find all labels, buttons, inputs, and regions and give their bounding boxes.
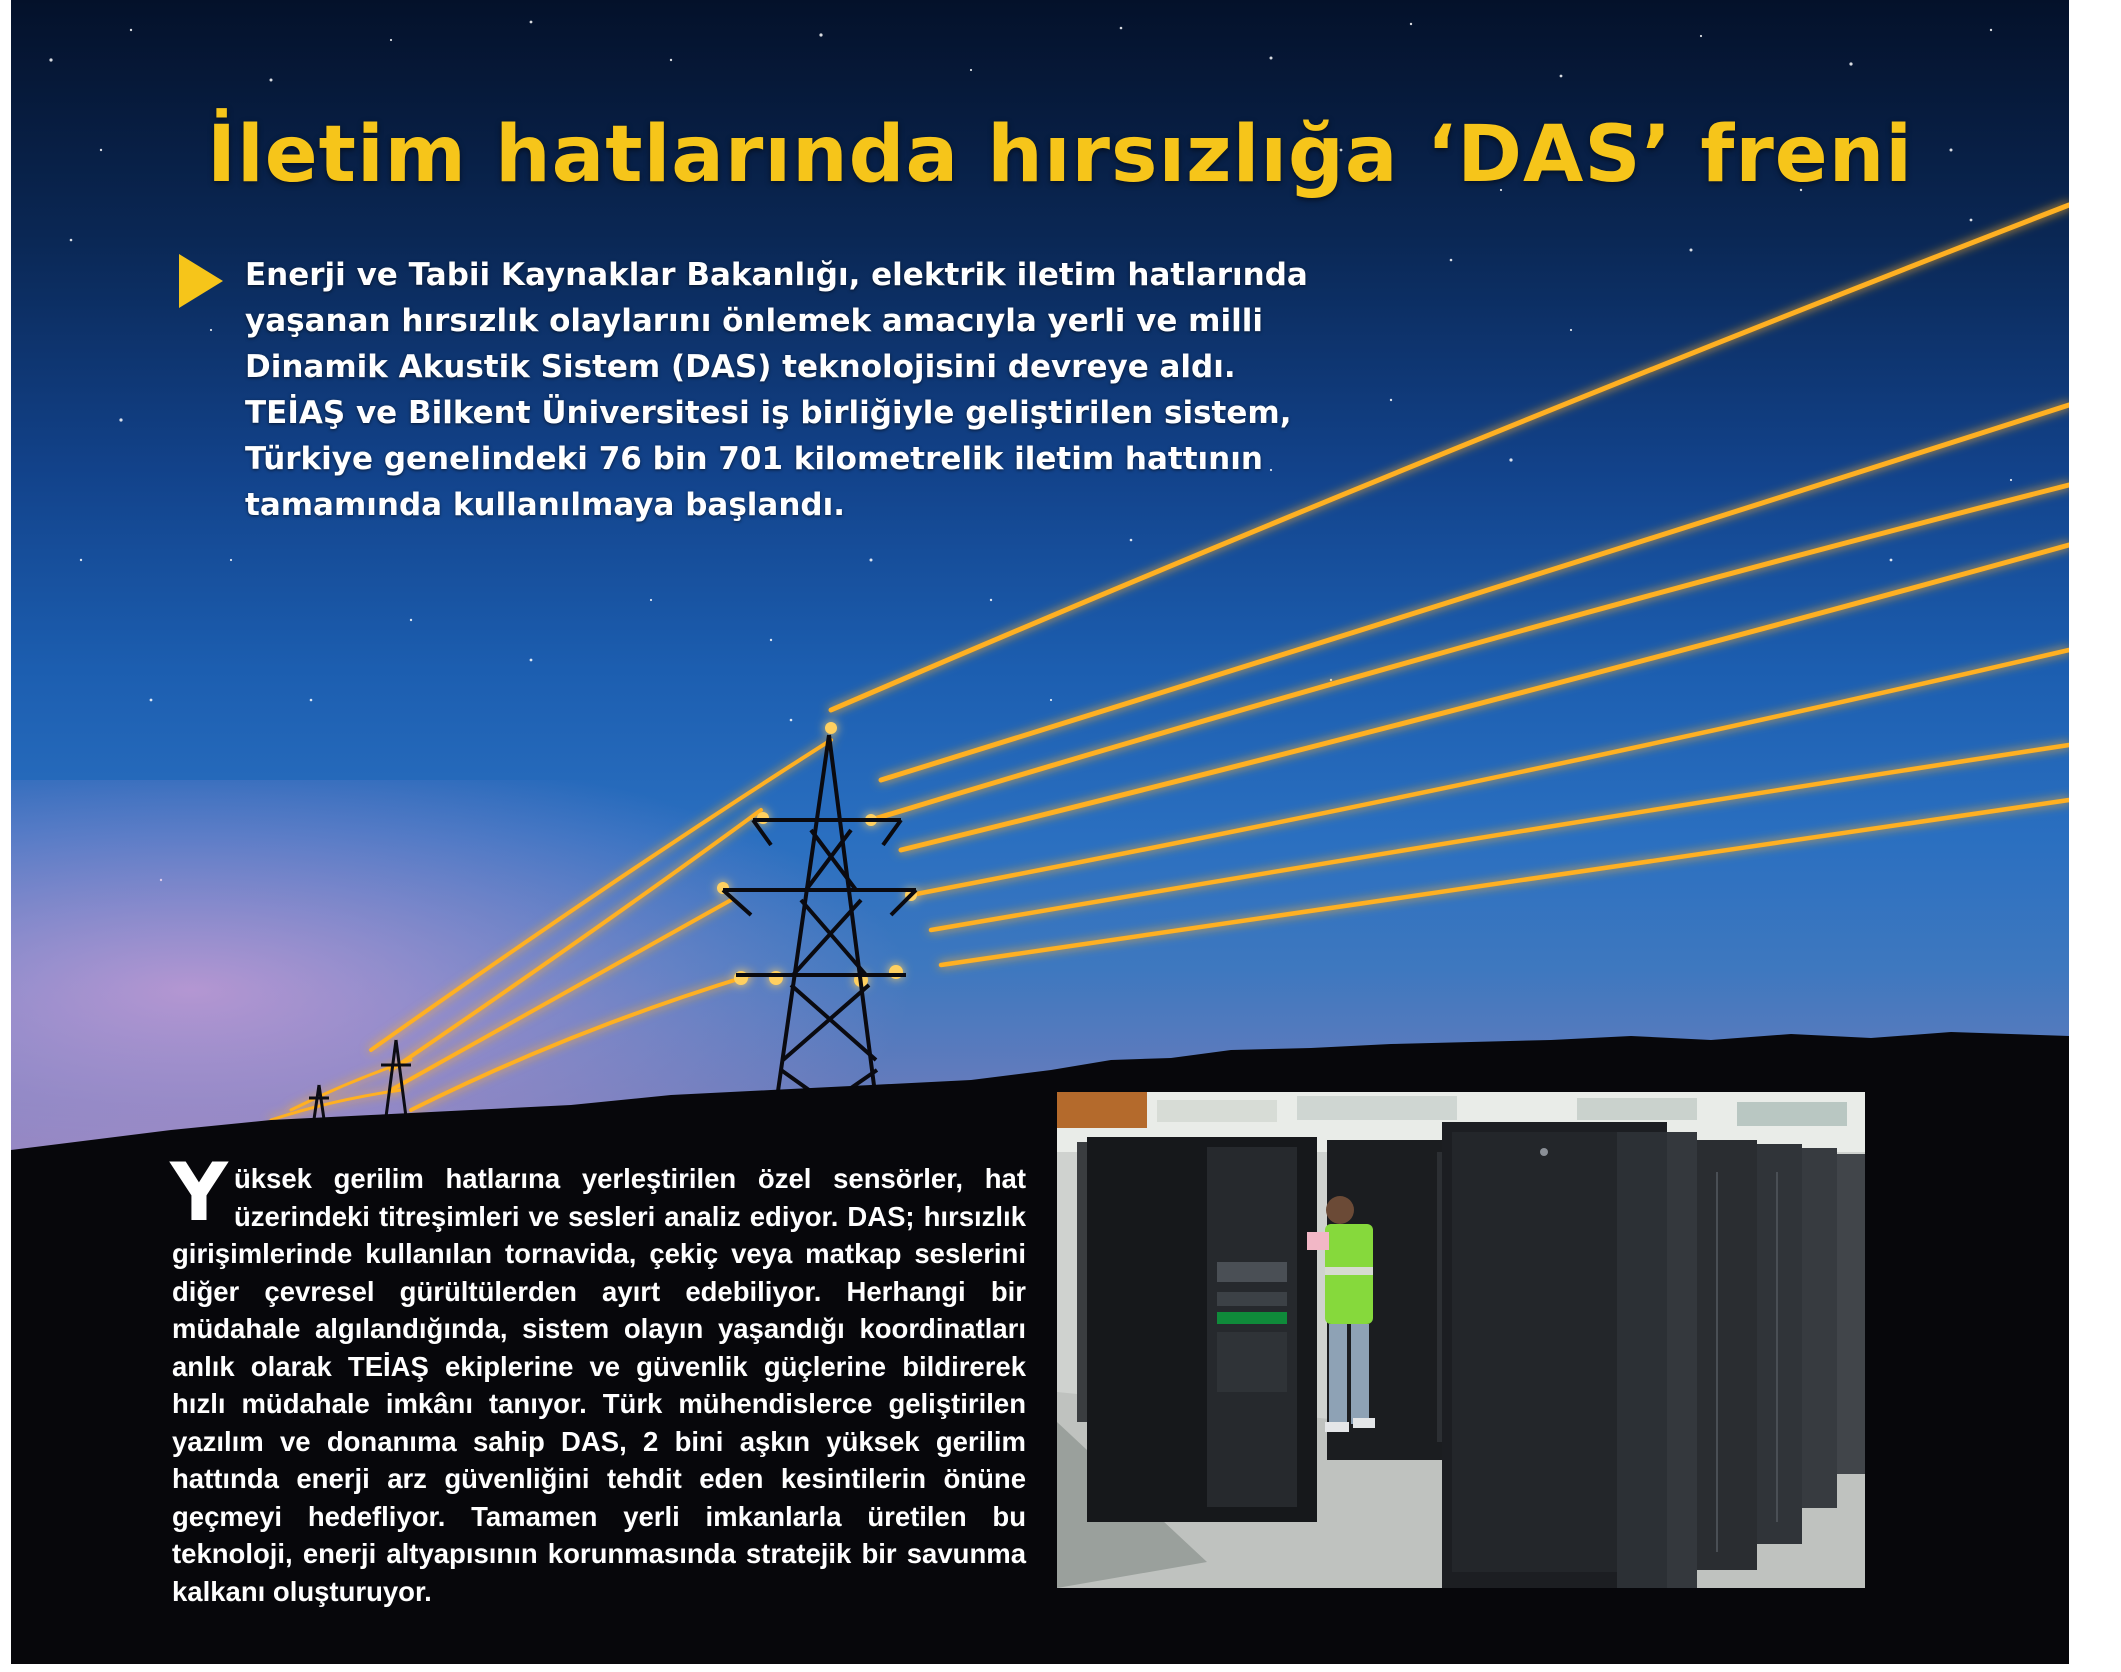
server-room-photo xyxy=(1057,1092,1865,1588)
article-body-text: üksek gerilim hatlarına yerleştirilen özel sensörler, hat üzerindeki titreşimleri ve sesleri analiz ediyor. DAS; hırsızlık girişimlerinde kullanılan tornavida, çekiç veya matkap seslerini diğer çevresel gürültülerden ayırt edebiliyor. Herhangi bir müdahale algılandığında, sistem olayın yaşandığı koordinatları anlık olarak TEİAŞ ekiplerine ve güvenlik güçlerine bildirerek hızlı müdahale imkânı tanıyor. Türk mühendislerce geliştirilen yazılım ve donanıma sahip DAS, 2 bini aşkın yüksek gerilim hattında enerji arz güvenliğini tehdit eden kesintilerin önüne geçmeyi hedefliyor. Tamamen yerli imkanlarla üretilen bu teknoloji, enerji altyapısının korunmasında stratejik bir savunma kalkanı oluşturuyor. xyxy=(172,1163,1026,1607)
drop-cap: Y xyxy=(170,1146,228,1239)
play-triangle-icon xyxy=(179,254,223,308)
article-lead: Enerji ve Tabii Kaynaklar Bakanlığı, elektrik iletim hatlarında yaşanan hırsızlık olaylarını önlemek amacıyla yerli ve milli Dinamik Akustik Sistem (DAS) teknolojisini devreye aldı. TEİAŞ ve Bilkent Üniversitesi iş birliğiyle geliştirilen sistem, Türkiye genelindeki 76 bin 701 kilometrelik iletim hattının tamamında kullanılmaya başlandı. xyxy=(245,257,1308,523)
magazine-page xyxy=(11,0,2069,1672)
article-title: İletim hatlarında hırsızlığa ‘DAS’ freni xyxy=(207,110,1913,200)
article-body xyxy=(170,1146,1026,1610)
